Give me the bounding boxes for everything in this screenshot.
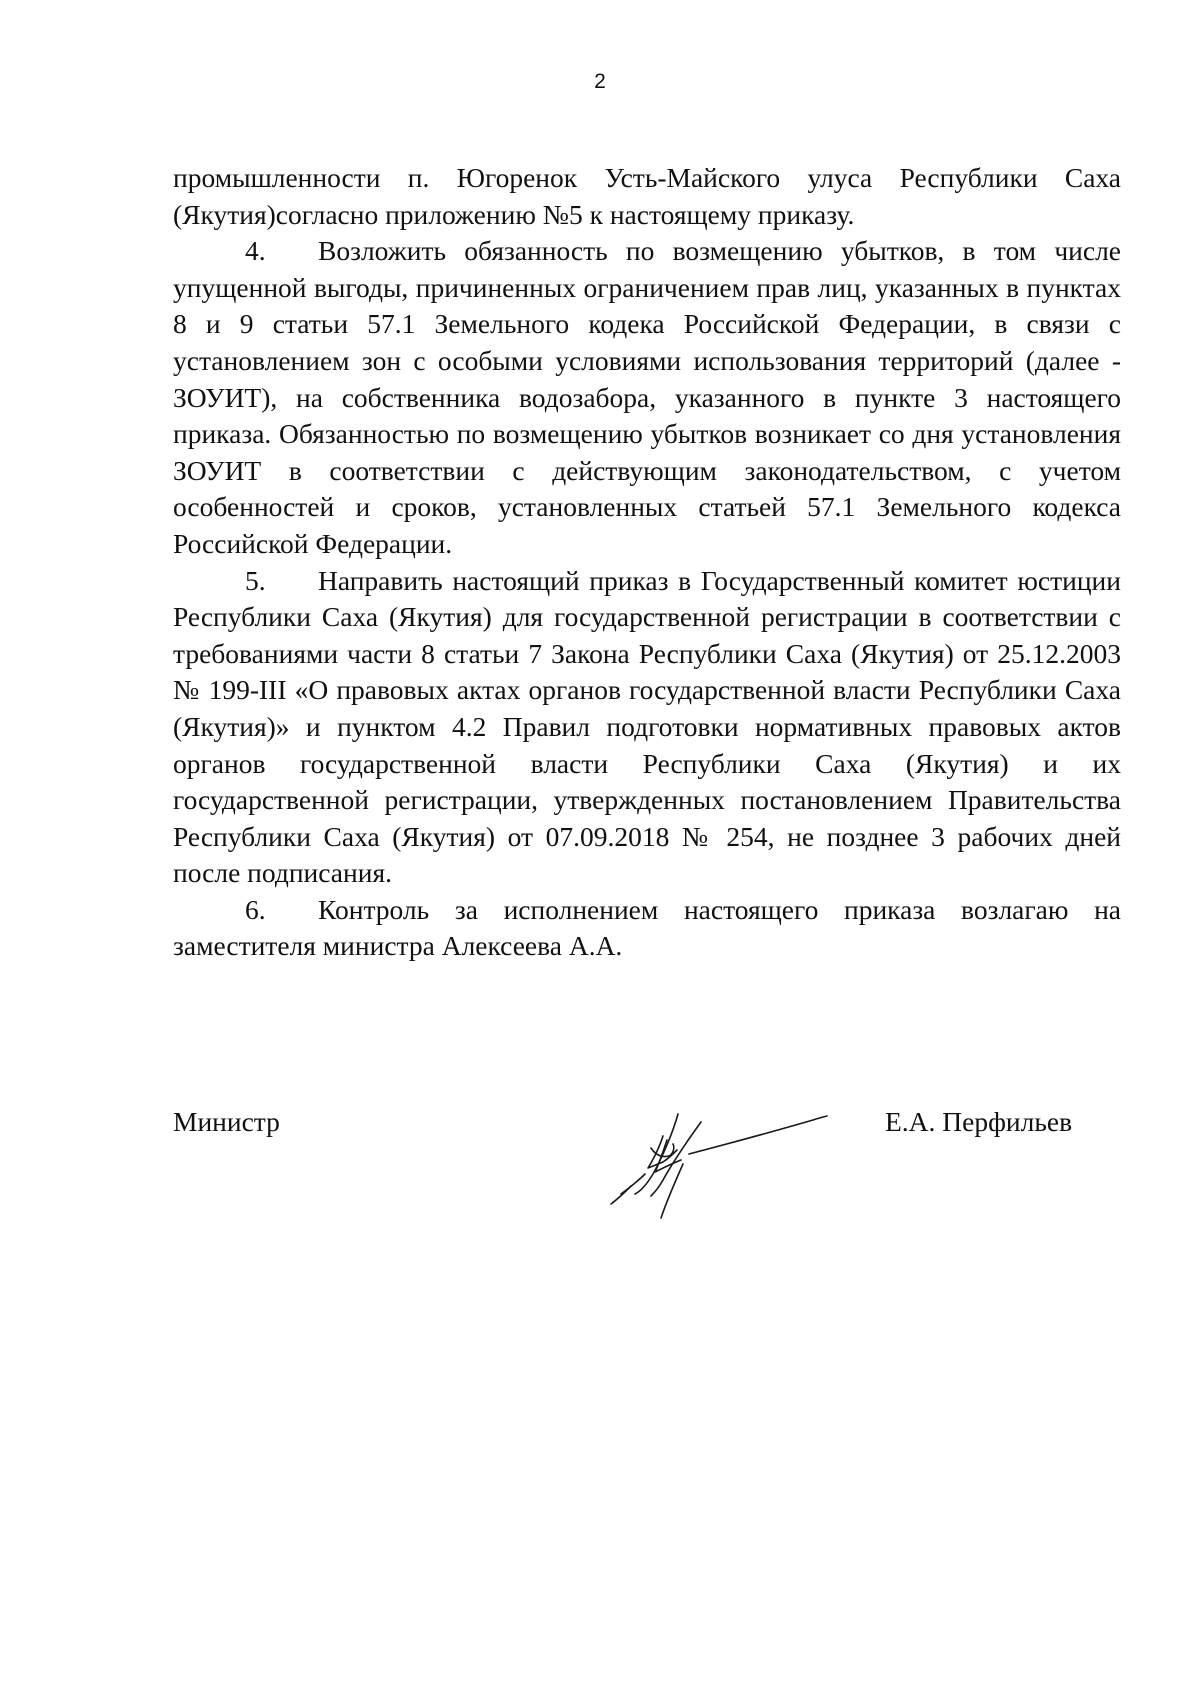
paragraph-text: промышленности п. Югоренок Усть-Майского улуса Республики Саха (Якутия)согласно приложению №5 к настоящему приказу.: [173, 162, 1121, 230]
paragraph-item-4: [173, 233, 1121, 562]
paragraph-number: 4.: [245, 235, 266, 267]
page-number: 2: [594, 70, 606, 93]
signer-name: Е.А. Перфильев: [885, 1106, 1073, 1137]
document-body: [173, 160, 1121, 965]
paragraph-item-5: [173, 563, 1121, 892]
paragraph-number: 5.: [245, 564, 266, 596]
paragraph-number: 6.: [245, 893, 266, 925]
paragraph-item-6: [173, 892, 1121, 965]
paragraph-text: Направить настоящий приказ в Государственный комитет юстиции Республики Саха (Якутия) для государственной регистрации в соответствии с требованиями части 8 статьи 7 Закона Республики Саха (Якутия) от 25.12.2003 № 199-III «О правовых актах органов государственной власти Республики Саха (Якутия)» и пунктом 4.2 Правил подготовки нормативных правовых актов органов государственной власти Республики Саха (Якутия) и их государственной регистрации, утвержденных постановлением Правительства Республики Саха (Якутия) от 07.09.2018 № 254, не позднее 3 рабочих дней после подписания.: [173, 564, 1121, 889]
paragraph-text: Возложить обязанность по возмещению убытков, в том числе упущенной выгоды, причиненных ограничением прав лиц, указанных в пунктах 8 и 9 статьи 57.1 Земельного кодека Российской Федерации, в связи с установлением зон с особыми условиями использования территорий (далее - ЗОУИТ), на собственника водозабора, указанного в пункте 3 настоящего приказа. Обязанностью по возмещению убытков возникает со дня установления ЗОУИТ в соответствии с действующим законодательством, с учетом особенностей и сроков, установленных статьей 57.1 Земельного кодекса Российской Федерации.: [173, 235, 1121, 559]
signature-block: [173, 1100, 1121, 1240]
signer-position: Министр: [173, 1106, 280, 1137]
paragraph-text: Контроль за исполнением настоящего приказа возлагаю на заместителя министра Алексеева А.А.: [173, 893, 1121, 962]
paragraph-continuation: [173, 160, 1121, 233]
handwritten-signature: [513, 1096, 873, 1226]
